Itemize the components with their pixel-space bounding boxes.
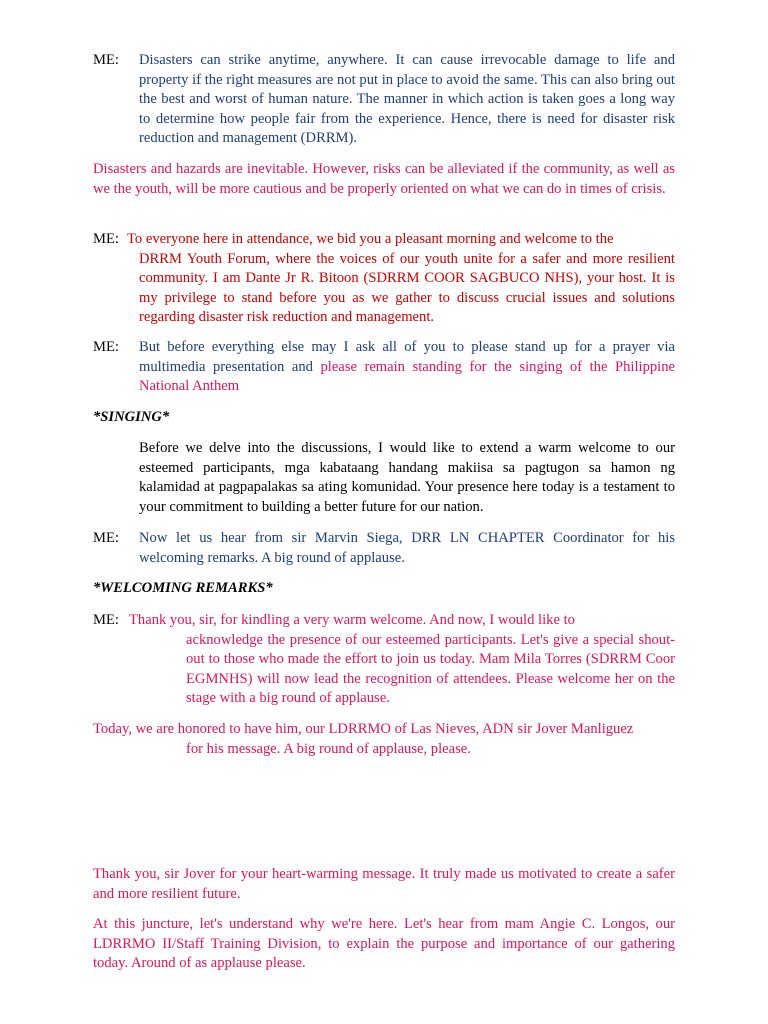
recognition-first-line: Thank you, sir, for kindling a very warm welcome. And now, I would like to [129,612,575,628]
paragraph-intro [93,51,675,149]
paragraph-hazards [93,160,675,199]
paragraph-purpose [93,915,675,974]
paragraph-welcome [93,230,675,328]
participants-text: Before we delve into the discussions, I would like to extend a warm welcome to our esteemed participants, mga kabataang handang makiisa sa pagtugon sa hamon ng kalamidad at pagpapalakas sa ating komunidad. Your presence here today is a testament to your commitment to building a better future for our nation. [139,440,675,515]
ldrrmo-text: for his message. A big round of applause, please. [186,740,471,757]
speaker-label: ME: [93,339,119,355]
prayer-text [139,338,675,397]
paragraph-ldrrmo [93,720,675,759]
paragraph-participants [93,439,675,517]
prayer-text-blue: But before everything else may I ask all of you to please stand up for a prayer via multimedia presentation and [139,339,675,375]
speaker-label: ME: [93,612,119,628]
heading-welcoming-remarks: *WELCOMING REMARKS* [93,580,273,596]
speaker-label: ME: [93,52,119,68]
intro-text: Disasters can strike anytime, anywhere. It can cause irrevocable damage to life and property if the right measures are not put in place to avoid the same. This can also bring out the best and worst of human nature. The manner in which action is taken goes a long way to determine how people fair from the experience. Hence, there is need for disaster risk reduction and management (DRRM). [139,52,675,146]
paragraph-recognition [93,611,675,709]
speaker-label: ME: [93,231,119,247]
welcome-text: DRRM Youth Forum, where the voices of our youth unite for a safer and more resilient community. I am Dante Jr R. Bitoon (SDRRM COOR SAGBUCO NHS), your host. It is my privilege to stand before you as we gather to discuss crucial issues and solutions regarding disaster risk reduction and management. [139,250,675,325]
recognition-text: acknowledge the presence of our esteemed participants. Let's give a special shout-out to those who made the effort to join us today. Mam Mila Torres (SDRRM Coor EGMNHS) will now lead the recognition of attendees. Please welcome her on the stage with a big round of applause. [186,631,675,706]
ldrrmo-first-line: Today, we are honored to have him, our LDRRMO of Las Nieves, ADN sir Jover Manliguez [93,721,634,737]
paragraph-marvin [93,529,675,568]
speaker-label: ME: [93,530,119,546]
marvin-text: Now let us hear from sir Marvin Siega, DRR LN CHAPTER Coordinator for his welcoming remarks. A big round of applause. [139,530,675,566]
heading-singing: *SINGING* [93,409,170,425]
thanks-jover-text: Thank you, sir Jover for your heart-warming message. It truly made us motivated to create a safer and more resilient future. [93,866,675,902]
welcome-first-line: To everyone here in attendance, we bid you a pleasant morning and welcome to the [127,231,614,247]
hazards-text: Disasters and hazards are inevitable. However, risks can be alleviated if the community, as well as we the youth, will be more cautious and be properly oriented on what we can do in times of crisis. [93,161,675,197]
purpose-text: At this juncture, let's understand why we're here. Let's hear from mam Angie C. Longos, our LDRRMO II/Staff Training Division, to explain the purpose and importance of our gathering today. Around of as applause please. [93,916,675,971]
paragraph-thanks-jover [93,865,675,904]
paragraph-prayer [93,338,675,397]
prayer-text-pink: please remain standing for the singing of the Philippine National Anthem [139,358,675,394]
